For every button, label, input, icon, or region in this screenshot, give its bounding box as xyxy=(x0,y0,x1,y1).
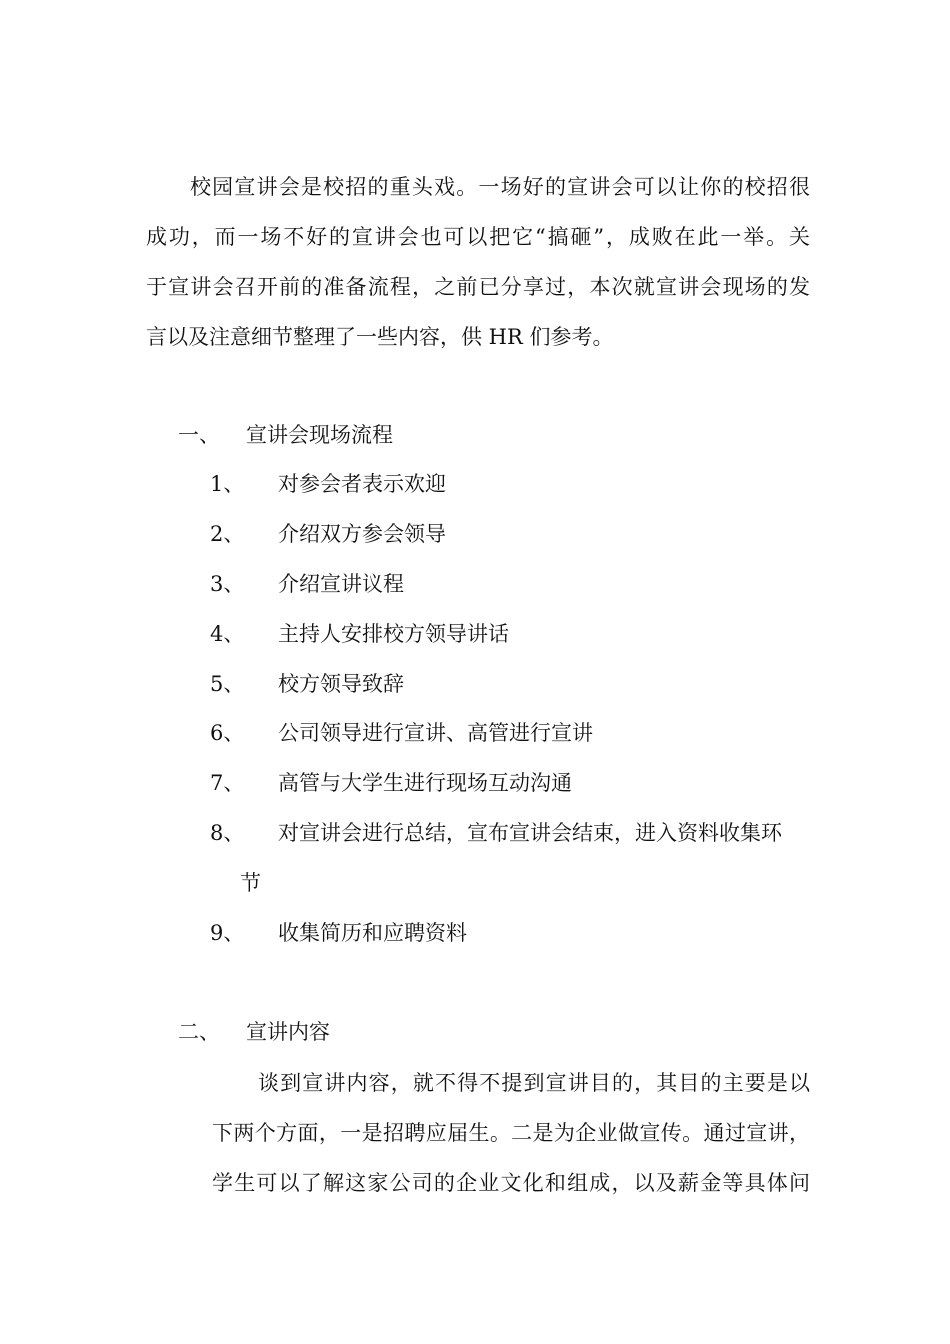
intro-line: 成功，而一场不好的宣讲会也可以把它“搞砸”，成败在此一举。关 xyxy=(146,225,810,249)
list-item-number: 9、 xyxy=(210,921,245,945)
list-item-number: 5、 xyxy=(210,672,245,696)
section-number: 二、 xyxy=(178,1020,220,1044)
list-item-number: 2、 xyxy=(210,522,245,546)
section-title: 宣讲内容 xyxy=(246,1020,330,1044)
intro-line: 言以及注意细节整理了一些内容，供 HR 们参考。 xyxy=(146,325,614,349)
list-item: 高管与大学生进行现场互动沟通 xyxy=(278,771,572,795)
list-item: 主持人安排校方领导讲话 xyxy=(278,622,509,646)
body-line: 谈到宣讲内容，就不得不提到宣讲目的，其目的主要是以 xyxy=(258,1071,810,1095)
list-item-number: 6、 xyxy=(210,721,245,745)
list-item: 介绍宣讲议程 xyxy=(278,572,404,596)
section-number: 一、 xyxy=(178,423,220,447)
list-item-number: 8、 xyxy=(210,821,245,845)
list-item: 收集简历和应聘资料 xyxy=(278,921,467,945)
list-item: 公司领导进行宣讲、高管进行宣讲 xyxy=(278,721,593,745)
body-line: 学生可以了解这家公司的企业文化和组成，以及薪金等具体问 xyxy=(212,1171,810,1195)
list-item-number: 4、 xyxy=(210,622,245,646)
list-item: 介绍双方参会领导 xyxy=(278,522,446,546)
body-line: 下两个方面，一是招聘应届生。二是为企业做宣传。通过宣讲， xyxy=(212,1121,810,1145)
section-title: 宣讲会现场流程 xyxy=(246,423,393,447)
intro-line: 校园宣讲会是校招的重头戏。一场好的宣讲会可以让你的校招很 xyxy=(190,175,810,199)
intro-line: 于宣讲会召开前的准备流程，之前已分享过，本次就宣讲会现场的发 xyxy=(146,275,810,299)
list-item: 校方领导致辞 xyxy=(278,672,404,696)
list-item: 对参会者表示欢迎 xyxy=(278,472,446,496)
list-item-continuation: 节 xyxy=(240,871,261,895)
list-item-number: 1、 xyxy=(210,472,245,496)
list-item-number: 3、 xyxy=(210,572,245,596)
list-item: 对宣讲会进行总结，宣布宣讲会结束，进入资料收集环 xyxy=(278,821,782,845)
list-item-number: 7、 xyxy=(210,771,245,795)
